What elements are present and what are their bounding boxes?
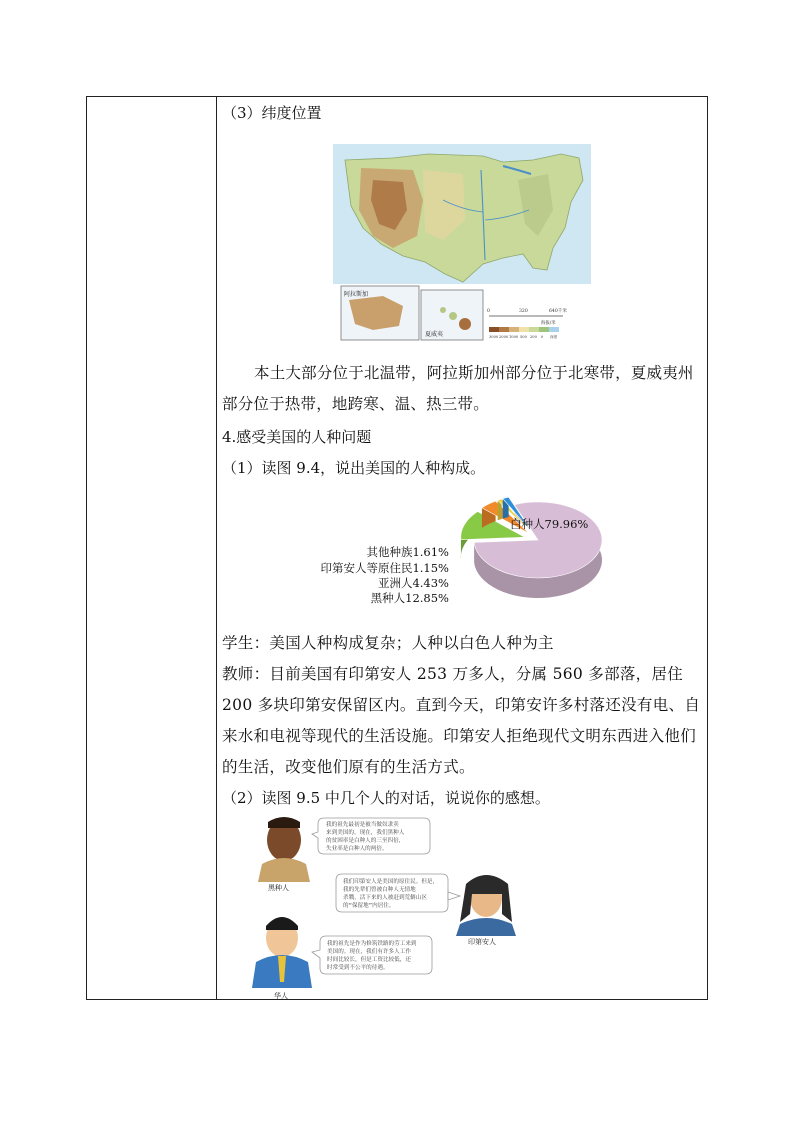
question-1: （1）读图 9.4，说出美国的人种构成。: [222, 459, 486, 477]
right-cell: [222, 98, 704, 129]
pie-label-其他种族: 其他种族1.61%: [366, 545, 449, 559]
student-answer: 学生：美国人种构成复杂；人种以白色人种为主: [222, 634, 554, 652]
svg-text:来到美国的。现在，我们黑种人: 来到美国的。现在，我们黑种人: [326, 830, 405, 836]
indian-person-label: 印第安人: [468, 938, 496, 946]
svg-text:深度: 深度: [550, 335, 558, 339]
svg-text:2000: 2000: [499, 335, 509, 339]
svg-text:200: 200: [530, 335, 537, 339]
text-block-1: [222, 358, 704, 484]
svg-text:0: 0: [541, 335, 544, 339]
teacher-remark: 教师：目前美国有印第安人 253 万多人，分属 560 多部落，居住 200 多块印第安保留区内。直到今天，印第安许多村落还没有电、自来水和电视等现代的生活设施。印第安人拒绝现代文明东西进入他们的生活，改变他们原有的生活方式。: [222, 665, 701, 776]
chinese-person-figure: [252, 917, 312, 988]
svg-text:我的祖先是作为修筑铁路的劳工来到: 我的祖先是作为修筑铁路的劳工来到: [327, 941, 417, 947]
svg-text:我们印第安人是美国的原住民。但是，: 我们印第安人是美国的原住民。但是，: [343, 879, 439, 885]
svg-text:时间比较长，但是工资比较低，还: 时间比较长，但是工资比较低，还: [327, 957, 411, 963]
sub-heading-latitude: （3）纬度位置: [222, 104, 322, 122]
black-person-figure: [258, 817, 310, 882]
table-column-divider: [216, 96, 217, 1000]
latitude-paragraph: 本土大部分位于北温带，阿拉斯加州部分位于北寒带，夏威夷州部分位于热带，地跨寒、温、热三带。: [222, 364, 694, 413]
svg-text:的“保留地”内居住。: 的“保留地”内居住。: [343, 903, 395, 909]
alaska-label: 阿拉斯加: [344, 291, 369, 298]
black-person-label: 黑种人: [268, 884, 289, 892]
svg-text:杀戮，活下来的人被赶到荒僻山区: 杀戮，活下来的人被赶到荒僻山区: [343, 895, 427, 901]
pie-label-白种人: 白种人79.96%: [510, 517, 589, 531]
pie-label-亚洲人: 亚洲人4.43%: [377, 576, 449, 590]
svg-text:时常受到不公平的待遇。: 时常受到不公平的待遇。: [327, 965, 389, 971]
svg-text:500: 500: [520, 335, 527, 339]
question-2: （2）读图 9.5 中几个人的对话，说说你的感想。: [222, 789, 550, 807]
legend-title: 海拔/米: [541, 321, 556, 326]
svg-text:失业率是白种人的两倍。: 失业率是白种人的两倍。: [326, 846, 388, 852]
pie-label-印第安人等原住民: 印第安人等原住民1.15%: [320, 561, 449, 575]
svg-text:美国的。现在，我们有许多人工作: 美国的。现在，我们有许多人工作: [327, 949, 411, 955]
svg-text:我的祖先最初是被当做奴隶卖: 我的祖先最初是被当做奴隶卖: [326, 822, 399, 828]
pie-label-黑种人: 黑种人12.85%: [370, 591, 449, 605]
dialogue-cartoon: [246, 812, 686, 1000]
race-pie-chart: [300, 496, 620, 618]
indian-person-figure: [456, 875, 516, 936]
svg-text:0: 0: [487, 309, 490, 314]
usa-terrain-map: [333, 140, 593, 342]
chinese-person-label: 华人: [274, 992, 288, 1000]
svg-text:1000: 1000: [509, 335, 519, 339]
heading-race-issue: 4.感受美国的人种问题: [222, 428, 372, 446]
text-block-2: [222, 628, 704, 814]
hawaii-label: 夏威夷: [425, 331, 444, 338]
svg-text:640千米: 640千米: [549, 309, 567, 314]
svg-text:3000: 3000: [489, 335, 499, 339]
svg-text:的贫困率是白种人的三至四倍，: 的贫困率是白种人的三至四倍，: [326, 838, 405, 844]
svg-text:320: 320: [519, 309, 528, 314]
svg-text:我的先辈们曾被白种人无情地: 我的先辈们曾被白种人无情地: [343, 887, 416, 893]
